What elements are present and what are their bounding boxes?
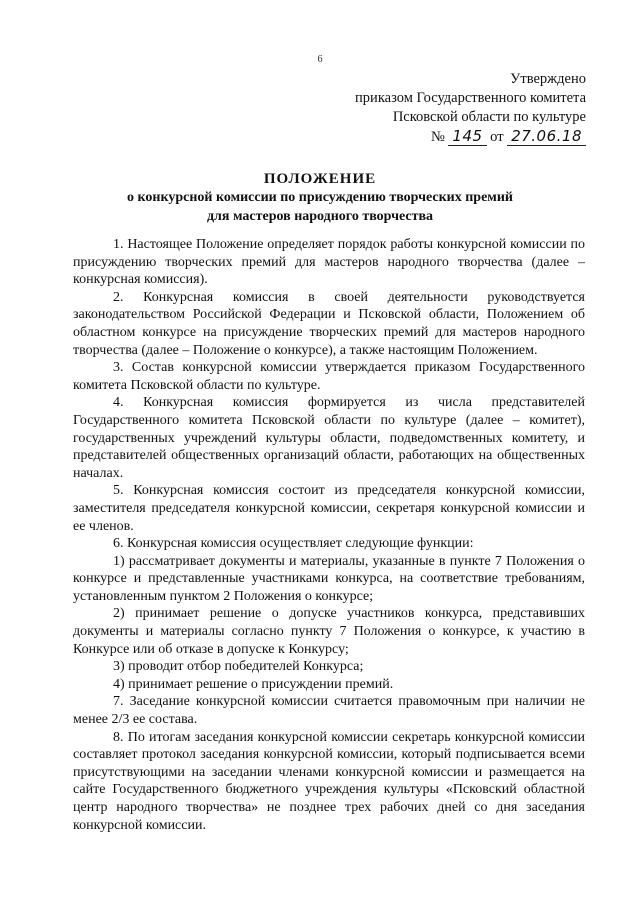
document-subtitle-1: о конкурсной комиссии по присуждению творческих премий (127, 190, 513, 205)
number-prefix: № (430, 129, 445, 145)
function-item-2: 2) принимает решение о допуске участников конкурса, представивших документы и материалы согласно пункту 7 Положения о конкурсе, к участию в Конкурсе или об отказе в допуске к Конкурсу; (73, 606, 585, 657)
paragraph-8: 8. По итогам заседания конкурсной комиссии секретарь конкурсной комиссии составляет протокол заседания конкурсной комиссии, который подписывается всеми присутствующими на заседании членами конкурсной комиссии и размещается на сайте Государственного бюджетного учреждения культуры «Псковский областной центр народного творчества» не позднее трех рабочих дней со дня заседания конкурсной комиссии. (73, 729, 585, 833)
paragraph-5: 5. Конкурсная комиссия состоит из председателя конкурсной комиссии, заместителя председателя конкурсной комиссии, секретаря конкурсной комиссии и ее членов. (73, 483, 585, 534)
approval-line-3: Псковской области по культуре (392, 109, 586, 125)
function-item-1: 1) рассматривает документы и материалы, указанные в пункте 7 Положения о конкурсе и представленные участниками конкурса, на соответствие требованиям, установленным пунктом 2 Положения о конкурсе; (73, 553, 585, 604)
order-number-line (296, 127, 586, 147)
paragraph-2: 2. Конкурсная комиссия в своей деятельности руководствуется законодательством Российской Федерации и Псковской области, Положением об областном конкурсе на присуждение творческих премий для мастеров народного творчества (далее – Положение о конкурсе), а также настоящим Положением. (73, 289, 585, 358)
paragraph-1: 1. Настоящее Положение определяет порядок работы конкурсной комиссии по присуждению творческих премий для мастеров народного творчества (далее – конкурсная комиссия). (73, 237, 585, 288)
function-item-3: 3) проводит отбор победителей Конкурса; (113, 659, 364, 675)
approval-line-1: Утверждено (510, 71, 586, 87)
approval-stamp (296, 70, 586, 147)
approval-line-2: приказом Государственного комитета (355, 90, 586, 106)
paragraph-4: 4. Конкурсная комиссия формируется из числа представителей Государственного комитета Псковской области по культуре (далее – комитет), государственных учреждений культуры области, подведомственных комитету, и представителей общественных организаций области, работающих на общественных началах. (73, 395, 585, 481)
document-body (73, 236, 585, 834)
paragraph-6: 6. Конкурсная комиссия осуществляет следующие функции: (113, 536, 474, 552)
order-number: 145 (448, 127, 486, 146)
document-heading (0, 170, 640, 226)
order-date: 27.06.18 (507, 127, 586, 146)
date-prefix: от (490, 129, 504, 145)
function-item-4: 4) принимает решение о присуждении премий. (113, 676, 394, 692)
paragraph-7: 7. Заседание конкурсной комиссии считается правомочным при наличии не менее 2/3 ее состава. (73, 694, 585, 728)
document-title: ПОЛОЖЕНИЕ (263, 171, 377, 187)
document-subtitle-2: для мастеров народного творчества (206, 208, 434, 224)
page-number: 6 (317, 54, 323, 65)
paragraph-3: 3. Состав конкурсной комиссии утверждается приказом Государственного комитета Псковской области по культуре. (73, 360, 585, 393)
